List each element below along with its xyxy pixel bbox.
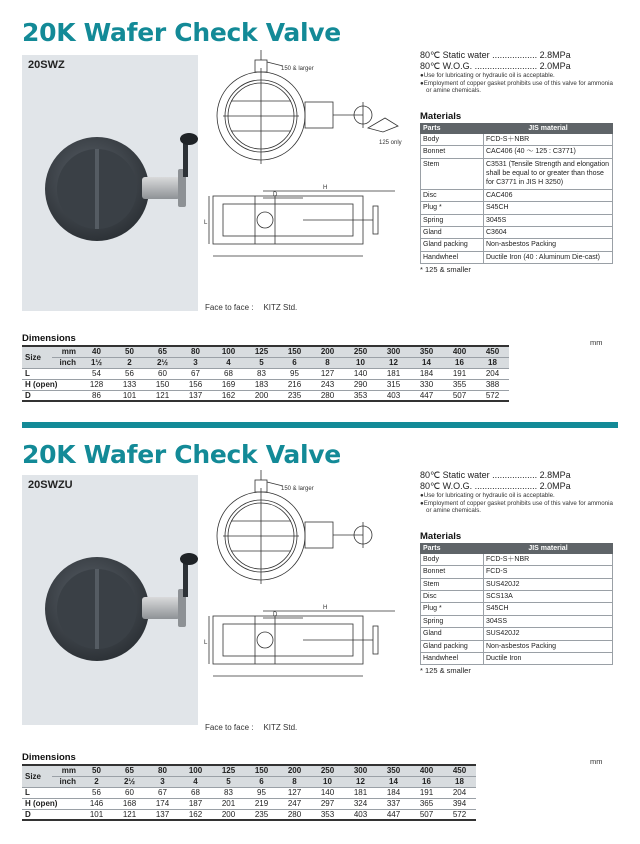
cell: 127 bbox=[278, 787, 311, 798]
cell: 290 bbox=[344, 379, 377, 390]
row-label: D bbox=[22, 809, 80, 820]
mat-part: Disc bbox=[421, 591, 484, 603]
mat-value: CAC406 bbox=[484, 189, 613, 201]
dimensions-title: Dimensions bbox=[22, 752, 76, 763]
size-mm: 150 bbox=[245, 765, 278, 776]
label-l: L bbox=[204, 220, 208, 226]
table-row bbox=[421, 133, 613, 145]
materials-table bbox=[420, 123, 613, 264]
spec-note-oil: ●Use for lubricating or hydraulic oil is acceptable. bbox=[420, 72, 555, 79]
size-mm: 200 bbox=[311, 346, 344, 357]
mat-value: FCD-S＋NBR bbox=[484, 553, 613, 565]
cell: 127 bbox=[311, 368, 344, 379]
cell: 83 bbox=[245, 368, 278, 379]
cell: 353 bbox=[311, 809, 344, 820]
mat-value: 304SS bbox=[484, 615, 613, 627]
cell: 101 bbox=[80, 809, 113, 820]
table-row bbox=[421, 146, 613, 158]
table-row bbox=[22, 787, 476, 798]
mat-part: Disc bbox=[421, 189, 484, 201]
spec-note-gasket: ●Employment of copper gasket prohibits use of this valve for ammonia or amine chemicals. bbox=[420, 79, 613, 95]
table-row bbox=[22, 765, 476, 776]
size-inch: 3 bbox=[179, 357, 212, 368]
cell: 140 bbox=[344, 368, 377, 379]
size-inch: 18 bbox=[443, 776, 476, 787]
table-row bbox=[22, 368, 509, 379]
table-row bbox=[421, 603, 613, 615]
mat-part: Handwheel bbox=[421, 653, 484, 665]
cell: 191 bbox=[443, 368, 476, 379]
cell: 235 bbox=[245, 809, 278, 820]
dimensions-unit: mm bbox=[590, 757, 603, 766]
size-mm: 100 bbox=[179, 765, 212, 776]
label-h: H bbox=[323, 185, 328, 191]
size-label: Size bbox=[22, 346, 52, 368]
cell: 403 bbox=[344, 809, 377, 820]
size-mm: 80 bbox=[146, 765, 179, 776]
cell: 67 bbox=[179, 368, 212, 379]
size-inch: 4 bbox=[212, 357, 245, 368]
cell: 403 bbox=[377, 390, 410, 401]
table-row bbox=[22, 346, 509, 357]
size-mm: 400 bbox=[410, 765, 443, 776]
cell: 324 bbox=[344, 798, 377, 809]
mat-part: Spring bbox=[421, 214, 484, 226]
size-inch: 2 bbox=[80, 776, 113, 787]
size-inch: 4 bbox=[179, 776, 212, 787]
valve-photo bbox=[42, 117, 202, 267]
cell: 56 bbox=[113, 368, 146, 379]
cell: 54 bbox=[80, 368, 113, 379]
table-row bbox=[22, 798, 476, 809]
cell: 187 bbox=[179, 798, 212, 809]
model-code: 20SWZ bbox=[28, 59, 65, 71]
row-label: L bbox=[22, 368, 80, 379]
table-row bbox=[421, 591, 613, 603]
mm-label: mm bbox=[52, 346, 80, 357]
ftf-label: Face to face : bbox=[205, 303, 254, 312]
cell: 137 bbox=[146, 809, 179, 820]
label-larger: 150 & larger bbox=[281, 486, 314, 492]
size-mm: 300 bbox=[344, 765, 377, 776]
label-only: 125 only bbox=[379, 140, 402, 146]
size-label: Size bbox=[22, 765, 52, 787]
size-mm: 50 bbox=[113, 346, 146, 357]
size-inch: 5 bbox=[245, 357, 278, 368]
model-code: 20SWZU bbox=[28, 479, 73, 491]
mat-value: SCS13A bbox=[484, 591, 613, 603]
cell: 365 bbox=[410, 798, 443, 809]
cell: 146 bbox=[80, 798, 113, 809]
specs-block bbox=[420, 470, 620, 675]
cell: 67 bbox=[146, 787, 179, 798]
mat-part: Body bbox=[421, 553, 484, 565]
table-row bbox=[421, 628, 613, 640]
cell: 83 bbox=[212, 787, 245, 798]
mat-part: Gland bbox=[421, 628, 484, 640]
size-inch: 18 bbox=[476, 357, 509, 368]
size-inch: 16 bbox=[410, 776, 443, 787]
cell: 68 bbox=[179, 787, 212, 798]
mat-value: 3045S bbox=[484, 214, 613, 226]
mat-value: Non-asbestos Packing bbox=[484, 239, 613, 251]
table-row bbox=[421, 615, 613, 627]
cell: 507 bbox=[443, 390, 476, 401]
mat-part: Plug * bbox=[421, 603, 484, 615]
cell: 68 bbox=[212, 368, 245, 379]
mat-part: Plug * bbox=[421, 202, 484, 214]
face-to-face bbox=[205, 723, 297, 732]
size-inch: 6 bbox=[278, 357, 311, 368]
mat-part: Gland packing bbox=[421, 239, 484, 251]
cell: 353 bbox=[344, 390, 377, 401]
cell: 121 bbox=[146, 390, 179, 401]
cell: 162 bbox=[212, 390, 245, 401]
cell: 297 bbox=[311, 798, 344, 809]
table-row bbox=[421, 189, 613, 201]
label-h: H bbox=[323, 605, 328, 611]
cell: 174 bbox=[146, 798, 179, 809]
mat-header-parts: Parts bbox=[421, 543, 484, 553]
mat-value: FCD-S＋NBR bbox=[484, 133, 613, 145]
materials-title: Materials bbox=[420, 530, 462, 542]
size-mm: 50 bbox=[80, 765, 113, 776]
mat-part: Body bbox=[421, 133, 484, 145]
mat-value: Non-asbestos Packing bbox=[484, 640, 613, 652]
size-mm: 350 bbox=[377, 765, 410, 776]
mat-part: Bonnet bbox=[421, 566, 484, 578]
label-d: D bbox=[273, 612, 278, 618]
size-inch: 16 bbox=[443, 357, 476, 368]
table-row bbox=[421, 251, 613, 263]
technical-drawing bbox=[203, 466, 413, 721]
mat-part: Spring bbox=[421, 615, 484, 627]
cell: 201 bbox=[212, 798, 245, 809]
table-row bbox=[421, 553, 613, 565]
cell: 183 bbox=[245, 379, 278, 390]
cell: 181 bbox=[377, 368, 410, 379]
mat-value: FCD-S bbox=[484, 566, 613, 578]
cell: 337 bbox=[377, 798, 410, 809]
cell: 394 bbox=[443, 798, 476, 809]
materials-title: Materials bbox=[420, 110, 462, 122]
cell: 507 bbox=[410, 809, 443, 820]
cell: 150 bbox=[146, 379, 179, 390]
cell: 191 bbox=[410, 787, 443, 798]
section-title: 20K Wafer Check Valve bbox=[22, 440, 341, 469]
cell: 184 bbox=[410, 368, 443, 379]
table-row bbox=[421, 640, 613, 652]
table-row bbox=[421, 158, 613, 189]
mat-value: C3604 bbox=[484, 227, 613, 239]
table-row bbox=[421, 566, 613, 578]
dimensions-table bbox=[22, 345, 509, 402]
specs-block bbox=[420, 50, 620, 274]
size-inch: 8 bbox=[278, 776, 311, 787]
materials-footnote: * 125 & smaller bbox=[420, 265, 471, 275]
size-mm: 125 bbox=[245, 346, 278, 357]
mat-part: Handwheel bbox=[421, 251, 484, 263]
materials-table bbox=[420, 543, 613, 666]
cell: 200 bbox=[212, 809, 245, 820]
inch-label: inch bbox=[52, 776, 80, 787]
size-inch: 6 bbox=[245, 776, 278, 787]
size-mm: 125 bbox=[212, 765, 245, 776]
size-mm: 80 bbox=[179, 346, 212, 357]
size-inch: 12 bbox=[377, 357, 410, 368]
mat-value: S45CH bbox=[484, 202, 613, 214]
mat-value: S45CH bbox=[484, 603, 613, 615]
size-mm: 40 bbox=[80, 346, 113, 357]
cell: 140 bbox=[311, 787, 344, 798]
size-mm: 400 bbox=[443, 346, 476, 357]
cell: 572 bbox=[443, 809, 476, 820]
cell: 219 bbox=[245, 798, 278, 809]
cell: 60 bbox=[146, 368, 179, 379]
cell: 133 bbox=[113, 379, 146, 390]
size-inch: 14 bbox=[410, 357, 443, 368]
cell: 200 bbox=[245, 390, 278, 401]
cell: 162 bbox=[179, 809, 212, 820]
cell: 447 bbox=[377, 809, 410, 820]
cell: 168 bbox=[113, 798, 146, 809]
cell: 388 bbox=[476, 379, 509, 390]
technical-drawing bbox=[203, 46, 413, 301]
table-row bbox=[22, 776, 476, 787]
size-mm: 65 bbox=[113, 765, 146, 776]
label-d: D bbox=[273, 192, 278, 198]
materials-footnote: * 125 & smaller bbox=[420, 666, 471, 676]
table-row bbox=[22, 357, 509, 368]
row-label: L bbox=[22, 787, 80, 798]
cell: 280 bbox=[278, 809, 311, 820]
size-inch: 10 bbox=[344, 357, 377, 368]
mm-label: mm bbox=[52, 765, 80, 776]
size-mm: 200 bbox=[278, 765, 311, 776]
size-inch: 5 bbox=[212, 776, 245, 787]
mat-value: C3531 (Tensile Strength and elongation shall be equal to or greater than those for C3771 in JIS H 3250) bbox=[484, 158, 613, 189]
ftf-value: KITZ Std. bbox=[263, 303, 298, 312]
spec-note-oil: ●Use for lubricating or hydraulic oil is acceptable. bbox=[420, 492, 555, 499]
size-inch: 2½ bbox=[113, 776, 146, 787]
mat-header-jis: JIS material bbox=[484, 543, 613, 553]
spec-static-water: 80℃ Static water .................. 2.8MPa bbox=[420, 50, 571, 60]
row-label: H (open) bbox=[22, 379, 80, 390]
table-row bbox=[421, 214, 613, 226]
inch-label: inch bbox=[52, 357, 80, 368]
table-row bbox=[421, 239, 613, 251]
section-divider bbox=[22, 422, 618, 428]
mat-header-parts: Parts bbox=[421, 123, 484, 133]
cell: 235 bbox=[278, 390, 311, 401]
size-mm: 300 bbox=[377, 346, 410, 357]
dimensions-title: Dimensions bbox=[22, 333, 76, 344]
cell: 137 bbox=[179, 390, 212, 401]
size-inch: 3 bbox=[146, 776, 179, 787]
cell: 280 bbox=[311, 390, 344, 401]
mat-part: Gland packing bbox=[421, 640, 484, 652]
size-mm: 100 bbox=[212, 346, 245, 357]
cell: 56 bbox=[80, 787, 113, 798]
cell: 128 bbox=[80, 379, 113, 390]
product-photo-panel bbox=[22, 475, 198, 725]
row-label: H (open) bbox=[22, 798, 80, 809]
cell: 204 bbox=[443, 787, 476, 798]
product-photo-panel bbox=[22, 55, 198, 311]
mat-part: Gland bbox=[421, 227, 484, 239]
spec-wog: 80℃ W.O.G. ......................... 2.0MPa bbox=[420, 481, 571, 491]
size-mm: 65 bbox=[146, 346, 179, 357]
cell: 216 bbox=[278, 379, 311, 390]
mat-part: Bonnet bbox=[421, 146, 484, 158]
cell: 169 bbox=[212, 379, 245, 390]
section-title: 20K Wafer Check Valve bbox=[22, 18, 341, 47]
table-row bbox=[421, 202, 613, 214]
size-inch: 1½ bbox=[80, 357, 113, 368]
dimensions-table bbox=[22, 764, 476, 821]
label-larger: 150 & larger bbox=[281, 66, 314, 72]
cell: 572 bbox=[476, 390, 509, 401]
spec-static-water: 80℃ Static water .................. 2.8MPa bbox=[420, 470, 571, 480]
size-mm: 250 bbox=[344, 346, 377, 357]
cell: 101 bbox=[113, 390, 146, 401]
spec-wog: 80℃ W.O.G. ......................... 2.0MPa bbox=[420, 61, 571, 71]
mat-value: Ductile Iron bbox=[484, 653, 613, 665]
mat-value: CAC406 (40 ～ 125 : C3771) bbox=[484, 146, 613, 158]
cell: 184 bbox=[377, 787, 410, 798]
cell: 243 bbox=[311, 379, 344, 390]
valve-photo bbox=[42, 537, 202, 687]
size-inch: 2½ bbox=[146, 357, 179, 368]
cell: 247 bbox=[278, 798, 311, 809]
cell: 181 bbox=[344, 787, 377, 798]
mat-value: SUS420J2 bbox=[484, 628, 613, 640]
cell: 95 bbox=[278, 368, 311, 379]
row-label: D bbox=[22, 390, 80, 401]
ftf-value: KITZ Std. bbox=[263, 723, 298, 732]
face-to-face bbox=[205, 303, 297, 312]
table-row bbox=[22, 390, 509, 401]
cell: 204 bbox=[476, 368, 509, 379]
size-mm: 450 bbox=[476, 346, 509, 357]
size-inch: 14 bbox=[377, 776, 410, 787]
size-mm: 450 bbox=[443, 765, 476, 776]
size-mm: 250 bbox=[311, 765, 344, 776]
cell: 86 bbox=[80, 390, 113, 401]
cell: 315 bbox=[377, 379, 410, 390]
table-row bbox=[22, 809, 476, 820]
table-row bbox=[421, 578, 613, 590]
cell: 95 bbox=[245, 787, 278, 798]
dimensions-unit: mm bbox=[590, 338, 603, 347]
table-row bbox=[22, 379, 509, 390]
size-inch: 2 bbox=[113, 357, 146, 368]
label-l: L bbox=[204, 640, 208, 646]
mat-value: Ductile Iron (40 : Aluminum Die-cast) bbox=[484, 251, 613, 263]
mat-part: Stem bbox=[421, 158, 484, 189]
ftf-label: Face to face : bbox=[205, 723, 254, 732]
cell: 156 bbox=[179, 379, 212, 390]
size-inch: 10 bbox=[311, 776, 344, 787]
table-row bbox=[421, 653, 613, 665]
cell: 330 bbox=[410, 379, 443, 390]
mat-value: SUS420J2 bbox=[484, 578, 613, 590]
size-inch: 8 bbox=[311, 357, 344, 368]
cell: 60 bbox=[113, 787, 146, 798]
size-mm: 350 bbox=[410, 346, 443, 357]
mat-part: Stem bbox=[421, 578, 484, 590]
table-row bbox=[421, 227, 613, 239]
spec-note-gasket: ●Employment of copper gasket prohibits use of this valve for ammonia or amine chemicals. bbox=[420, 499, 613, 515]
size-mm: 150 bbox=[278, 346, 311, 357]
cell: 355 bbox=[443, 379, 476, 390]
mat-header-jis: JIS material bbox=[484, 123, 613, 133]
cell: 121 bbox=[113, 809, 146, 820]
cell: 447 bbox=[410, 390, 443, 401]
size-inch: 12 bbox=[344, 776, 377, 787]
